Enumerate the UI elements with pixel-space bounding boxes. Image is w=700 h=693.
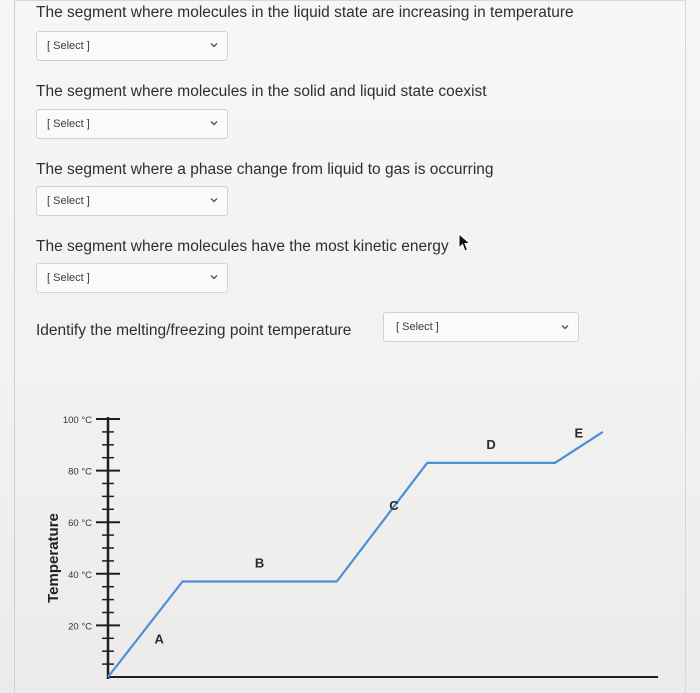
y-tick-label: 40 °C bbox=[68, 569, 92, 581]
y-tick-label: 60 °C bbox=[68, 518, 92, 530]
segment-label-b: B bbox=[254, 555, 265, 571]
question-1-select[interactable] bbox=[36, 31, 228, 61]
segment-label-d: D bbox=[486, 436, 496, 452]
heating-curve-line bbox=[108, 432, 603, 677]
melting-point-select[interactable] bbox=[383, 312, 579, 342]
chevron-down-icon bbox=[209, 118, 219, 128]
chevron-down-icon bbox=[209, 195, 219, 205]
chevron-down-icon bbox=[209, 272, 219, 282]
segment-label-c: C bbox=[389, 498, 399, 514]
chevron-down-icon bbox=[560, 322, 570, 332]
question-3-select-label: [ Select ] bbox=[47, 195, 90, 207]
segment-label-e: E bbox=[574, 425, 584, 441]
mouse-pointer-icon bbox=[458, 233, 472, 253]
question-4-select-label: [ Select ] bbox=[47, 272, 90, 284]
melting-point-select-label: [ Select ] bbox=[396, 321, 439, 333]
y-axis-title: Temperature bbox=[45, 513, 62, 603]
question-3-text: The segment where a phase change from liquid to gas is occurring bbox=[36, 161, 494, 178]
question-4-text: The segment where molecules have the most kinetic energy bbox=[36, 238, 449, 255]
y-tick-label: 20 °C bbox=[68, 621, 92, 633]
chart-layer bbox=[45, 415, 658, 679]
question-2-text: The segment where molecules in the solid and liquid state coexist bbox=[36, 83, 487, 100]
frame-top-border bbox=[14, 0, 686, 1]
question-1-select-label: [ Select ] bbox=[47, 40, 90, 52]
segment-label-a: A bbox=[154, 631, 164, 647]
question-2-select-label: [ Select ] bbox=[47, 118, 90, 130]
chevron-down-icon bbox=[209, 40, 219, 50]
melting-point-text: Identify the melting/freezing point temperature bbox=[36, 322, 352, 339]
y-tick-label: 100 °C bbox=[62, 415, 92, 426]
question-3-select[interactable] bbox=[36, 186, 228, 216]
question-2-select[interactable] bbox=[36, 109, 228, 139]
question-4-select[interactable] bbox=[36, 263, 228, 293]
question-1-text: The segment where molecules in the liquid state are increasing in temperature bbox=[36, 4, 574, 21]
heating-curve-chart bbox=[0, 380, 700, 693]
y-tick-label: 80 °C bbox=[68, 466, 92, 478]
